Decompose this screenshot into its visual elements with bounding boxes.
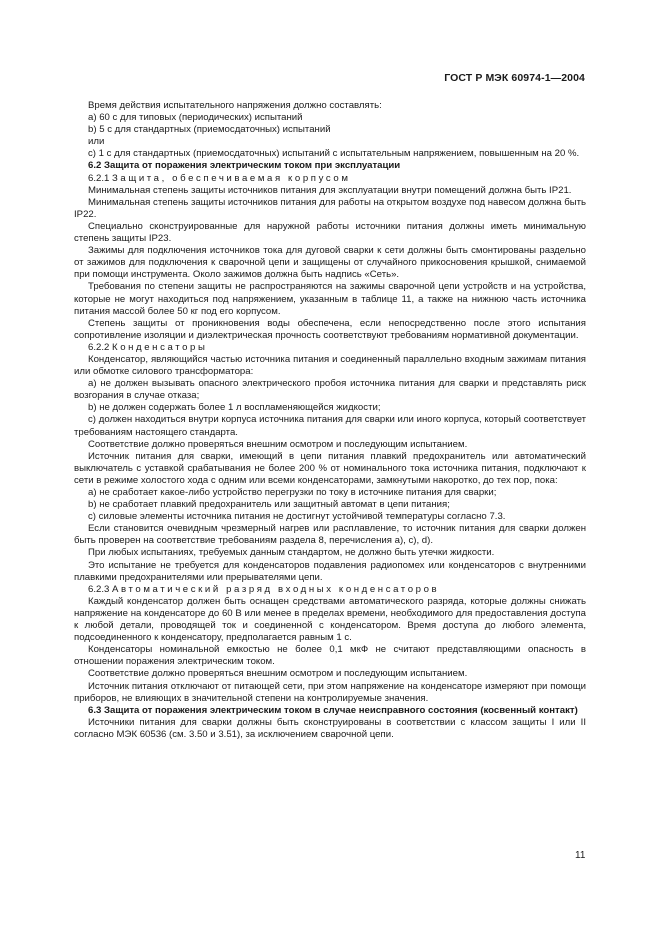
list-item: с) должен находиться внутри корпуса источника питания для сварки или иного корпуса, который соответствует требованиям настоящего стандарта.: [74, 414, 586, 438]
paragraph: Источник питания для сварки, имеющий в цепи питания плавкий предохранитель или автоматический выключатель с уставкой срабатывания не более 200 % от номинального тока источника питания, подключают к сети в режиме холостого хода с одним или всеми конденсаторами, замкнутыми накоротко, до тех пор, пока:: [74, 450, 586, 486]
list-item: а) 60 с для типовых (периодических) испытаний: [88, 112, 303, 124]
paragraph: Соответствие должно проверяться внешним осмотром и последующим испытанием.: [88, 438, 468, 450]
paragraph: Конденсаторы номинальной емкостью не более 0,1 мкФ не считают представляющими опасность в отношении поражения электрическим током.: [74, 644, 586, 668]
list-item: с) 1 с для стандартных (приемосдаточных) испытаний с испытательным напряжением, повышенным на 20 %.: [88, 148, 580, 160]
list-item: b) не должен содержать более 1 л воспламеняющейся жидкости;: [88, 402, 381, 414]
subsection-title: Автоматический разряд входных конденсаторов: [112, 583, 440, 595]
subsection-heading: [74, 584, 586, 596]
paragraph: Если становится очевидным чрезмерный нагрев или расплавление, то источник питания для сварки должен быть проверен на соответствие требованиям раздела 8, перечисления а), с), d).: [74, 523, 586, 547]
subsection-number: 6.2.1: [88, 172, 113, 184]
list-item: b) 5 с для стандартных (приемосдаточных) испытаний: [88, 124, 331, 136]
paragraph: Степень защиты от проникновения воды обеспечена, если непосредственно после этого испытания сопротивление изоляции и диэлектрическая прочность соответствуют требованиям нормативной документации.: [74, 317, 586, 341]
subsection-heading: [74, 342, 586, 354]
paragraph: Источник питания отключают от питающей сети, при этом напряжение на конденсаторе измеряют при помощи приборов, не влияющих в значительной степени на контролируемые значения.: [74, 680, 586, 704]
list-item: с) силовые элементы источника питания не достигнут устойчивой температуры согласно 7.3.: [88, 511, 506, 523]
body-text: [74, 100, 586, 741]
paragraph: Минимальная степень защиты источников питания для эксплуатации внутри помещений должна быть IP21.: [88, 184, 572, 196]
standard-header: ГОСТ Р МЭК 60974-1—2004: [444, 72, 585, 84]
paragraph: Каждый конденсатор должен быть оснащен средствами автоматического разряда, которые должны снижать напряжение на конденсаторе до 60 В или менее в пределах времени, необходимого для предоставления доступа к любой детали, проводящей ток и соединенной с конденсатором. Время доступа до любого элемента, подсоединенного к конденсатору, предполагается равным 1 с.: [74, 595, 586, 644]
paragraph: Конденсатор, являющийся частью источника питания и соединенный параллельно входным зажимам питания или обмотке силового трансформатора:: [74, 353, 586, 378]
subsection-heading: [74, 173, 586, 185]
paragraph: Источники питания для сварки должны быть сконструированы в соответствии с классом защиты I или II согласно МЭК 60536 (см. 3.50 и 3.51), за исключением сварочной цепи.: [74, 716, 586, 740]
paragraph: При любых испытаниях, требуемых данным стандартом, не должно быть утечки жидкости.: [88, 547, 495, 559]
paragraph: Это испытание не требуется для конденсаторов подавления радиопомех или конденсаторов с внутренними плавкими предохранителями или прерывателями цепи.: [74, 559, 586, 583]
paragraph: Соответствие должно проверяться внешним осмотром и последующим испытанием.: [88, 668, 468, 680]
list-item: а) не должен вызывать опасного электрического пробоя источника питания для сварки и представлять риск возгорания в случае отказа;: [74, 378, 586, 402]
paragraph: Специально сконструированные для наружной работы источники питания должны иметь минимальную степень защиты IP23.: [74, 220, 586, 245]
list-item: а) не сработает какое-либо устройство перегрузки по току в источнике питания для сварки;: [88, 487, 497, 498]
section-heading: 6.2 Защита от поражения электрическим током при эксплуатации: [88, 160, 401, 172]
subsection-number: 6.2.2: [88, 341, 113, 353]
list-item: b) не сработает плавкий предохранитель или защитный автомат в цепи питания;: [88, 499, 450, 511]
subsection-title: Конденсаторы: [112, 341, 208, 353]
paragraph: или: [88, 136, 105, 148]
subsection-title: Защита, обеспечиваемая корпусом: [112, 172, 351, 184]
section-heading: 6.3 Защита от поражения электрическим током в случае неисправного состояния (косвенный контакт): [88, 704, 578, 716]
paragraph: Зажимы для подключения источников тока для дуговой сварки к сети должны быть смонтированы раздельно от зажимов для подключения к сварочной цепи и защищены от случайного прикосновения крышкой, снимаемой при помощи инструмента. Около зажимов должна быть надпись «Сеть».: [74, 245, 586, 281]
paragraph: Минимальная степень защиты источников питания для работы на открытом воздухе под навесом должна быть IP22.: [74, 196, 586, 220]
paragraph: Время действия испытательного напряжения должно составлять:: [88, 100, 382, 111]
paragraph: Требования по степени защиты не распространяются на зажимы сварочной цепи устройств и на устройства, которые не могут находиться под напряжением, указанным в таблице 11, а также на нижнюю часть источника питания массой более 50 кг под его корпусом.: [74, 281, 586, 317]
subsection-number: 6.2.3: [88, 583, 113, 595]
page-number: 11: [575, 850, 586, 861]
